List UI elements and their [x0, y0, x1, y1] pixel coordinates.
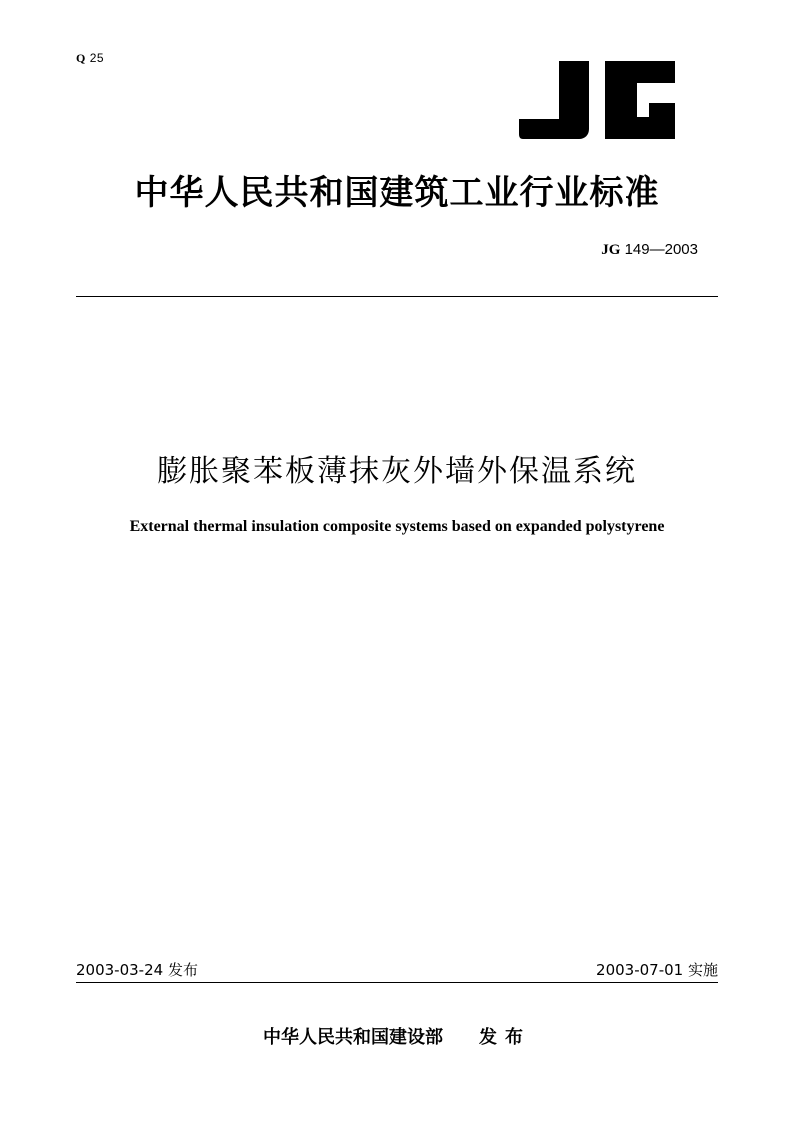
issuer-name: 中华人民共和国建设部: [263, 1027, 443, 1048]
header-divider: [76, 296, 718, 297]
classification-number: 25: [89, 51, 105, 65]
issue-date: 2003-03-24 发布: [76, 961, 198, 979]
issuer-action: 发布: [479, 1027, 531, 1048]
classification-code: [76, 51, 104, 66]
issuing-authority: [0, 1023, 794, 1049]
implementation-date: 2003-07-01 实施: [596, 961, 718, 979]
jg-logo: [519, 61, 675, 139]
standard-category-title: 中华人民共和国建筑工业行业标准: [134, 173, 660, 213]
standard-number: [601, 241, 698, 259]
document-title-en: External thermal insulation composite systems based on expanded polystyrene: [129, 518, 665, 535]
standard-number-value: 149—2003: [624, 241, 698, 258]
footer-divider: [76, 982, 718, 983]
document-title-cn: 膨胀聚苯板薄抹灰外墙外保温系统: [157, 454, 637, 489]
standard-code: JG: [601, 242, 621, 258]
classification-letter: Q: [76, 51, 86, 65]
